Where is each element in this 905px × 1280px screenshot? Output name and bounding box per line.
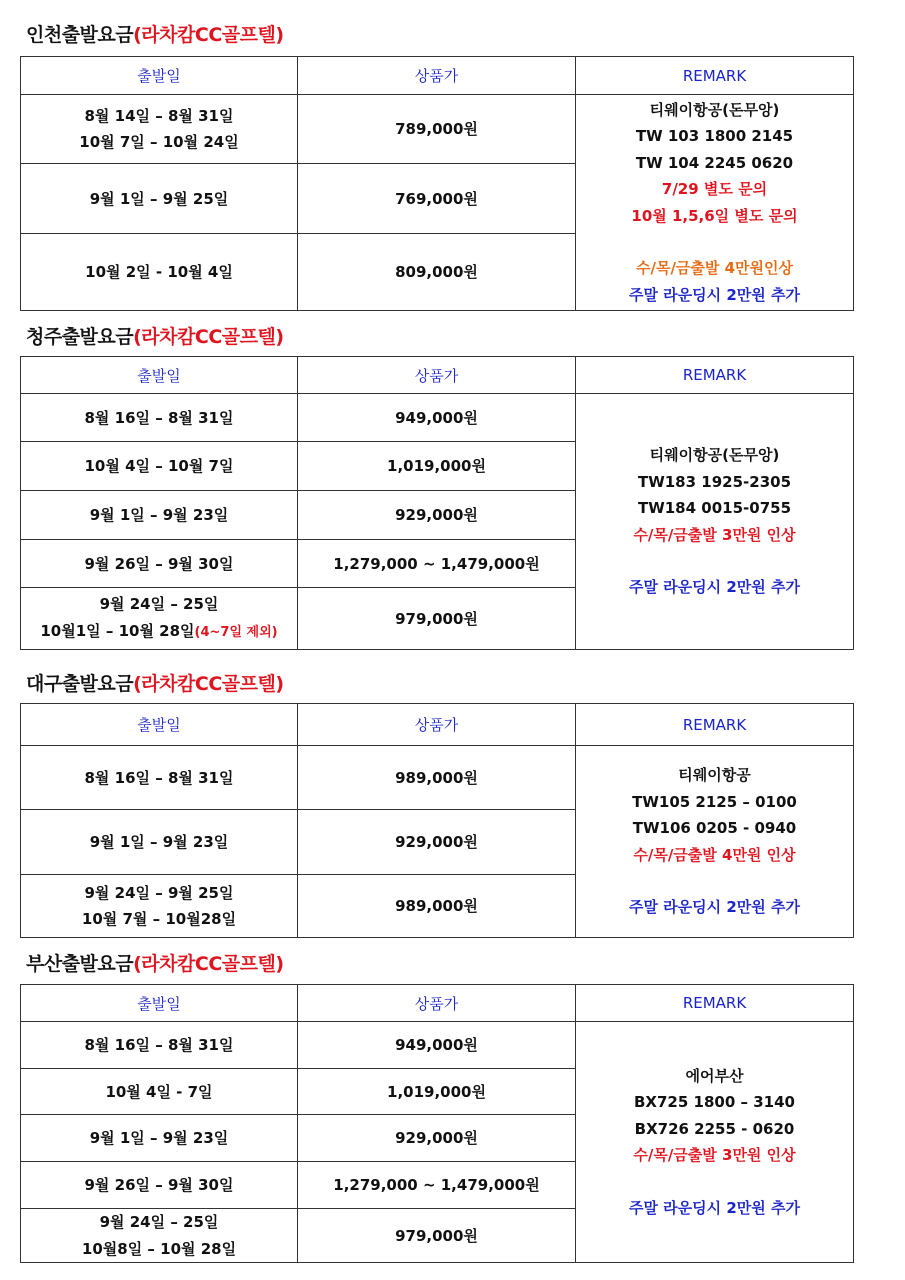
remark-spacer — [576, 1169, 853, 1195]
remark-surcharge: 수/목/금출발 4만원 인상 — [633, 845, 796, 864]
remark-airline: 티웨이항공(돈무앙) — [649, 100, 780, 119]
fare-table-incheon — [20, 56, 854, 311]
date-cell: 9월 26일 – 9월 30일 — [21, 540, 298, 588]
date-text: 9월 24일 – 25일 — [99, 1213, 219, 1231]
section-title-highlight: (라차캄CC골프텔) — [133, 673, 284, 695]
date-cell: 8월 16일 – 8월 31일 — [21, 746, 298, 810]
price-cell: 979,000원 — [298, 588, 576, 650]
header-date: 출발일 — [21, 57, 298, 95]
header-remark: REMARK — [576, 57, 854, 95]
remark-note: 7/29 별도 문의 — [661, 180, 768, 199]
price-cell: 1,279,000 ~ 1,479,000원 — [298, 1162, 576, 1209]
remark-cell — [576, 394, 854, 650]
section-title-daegu — [26, 669, 284, 696]
table-row — [21, 746, 854, 810]
remark-cell — [576, 1022, 854, 1263]
remark-flight: BX726 2255 - 0620 — [634, 1119, 795, 1138]
section-title-text: 부산출발요금 — [26, 953, 134, 975]
date-cell: 10월 4일 – 10월 7일 — [21, 442, 298, 491]
price-cell: 979,000원 — [298, 1209, 576, 1263]
remark-surcharge: 수/목/금출발 4만원인상 — [635, 259, 794, 278]
remark-flight: TW 103 1800 2145 — [635, 127, 794, 146]
date-text: 10월1일 – 10월 28일 — [40, 621, 195, 640]
section-title-text: 대구출발요금 — [26, 673, 134, 695]
header-price: 상품가 — [298, 357, 576, 394]
header-remark: REMARK — [576, 357, 854, 394]
date-cell: 9월 1일 – 9월 23일 — [21, 810, 298, 875]
table-row — [21, 95, 854, 164]
date-text: 9월 24일 – 9월 25일 — [84, 883, 234, 902]
remark-flight: TW 104 2245 0620 — [635, 153, 794, 172]
price-cell: 989,000원 — [298, 746, 576, 810]
price-cell: 1,279,000 ~ 1,479,000원 — [298, 540, 576, 588]
header-remark: REMARK — [576, 704, 854, 746]
remark-spacer — [576, 229, 853, 255]
table-row — [21, 394, 854, 442]
remark-airline: 티웨이항공 — [678, 766, 751, 785]
date-cell — [21, 588, 298, 650]
fare-table-cheongju — [20, 356, 854, 650]
fare-table-daegu — [20, 703, 854, 938]
header-price: 상품가 — [298, 985, 576, 1022]
price-cell: 929,000원 — [298, 1115, 576, 1162]
remark-flight: TW105 2125 – 0100 — [632, 792, 797, 811]
price-cell: 769,000원 — [298, 164, 576, 234]
section-title-text: 청주출발요금 — [26, 326, 134, 348]
section-title-highlight: (라차캄CC골프텔) — [133, 326, 284, 348]
remark-flight: TW183 1925-2305 — [637, 472, 792, 491]
remark-weekend: 주말 라운딩시 2만원 추가 — [628, 578, 800, 597]
date-cell: 10월 4일 - 7일 — [21, 1069, 298, 1115]
section-title-busan — [26, 949, 284, 976]
remark-surcharge: 수/목/금출발 3만원 인상 — [633, 525, 796, 544]
date-text: 10월 7월 – 10월28일 — [81, 910, 237, 928]
remark-airline: 에어부산 — [685, 1066, 744, 1085]
remark-surcharge: 수/목/금출발 3만원 인상 — [633, 1146, 796, 1165]
section-title-highlight: (라차캄CC골프텔) — [133, 24, 284, 46]
date-cell — [21, 875, 298, 938]
date-cell: 10월 2일 - 10월 4일 — [21, 234, 298, 311]
date-cell: 9월 1일 – 9월 23일 — [21, 1115, 298, 1162]
remark-cell — [576, 95, 854, 311]
remark-flight: TW106 0205 - 0940 — [632, 819, 797, 838]
price-cell: 949,000원 — [298, 394, 576, 442]
remark-flight: TW184 0015-0755 — [637, 499, 792, 518]
date-cell: 8월 16일 – 8월 31일 — [21, 394, 298, 442]
remark-weekend: 주말 라운딩시 2만원 추가 — [628, 1198, 800, 1217]
date-text: 9월 24일 – 25일 — [99, 595, 219, 613]
date-cell: 8월 16일 – 8월 31일 — [21, 1022, 298, 1069]
header-date: 출발일 — [21, 985, 298, 1022]
header-price: 상품가 — [298, 57, 576, 95]
price-cell: 949,000원 — [298, 1022, 576, 1069]
date-text: 10월 7일 – 10월 24일 — [79, 133, 239, 151]
date-text: 10월8일 – 10월 28일 — [81, 1239, 237, 1258]
remark-cell — [576, 746, 854, 938]
remark-note: 10월 1,5,6일 별도 문의 — [631, 206, 798, 225]
price-cell: 929,000원 — [298, 810, 576, 875]
remark-flight: BX725 1800 – 3140 — [634, 1093, 795, 1112]
date-text: 8월 14일 – 8월 31일 — [84, 106, 234, 125]
date-cell: 9월 1일 – 9월 25일 — [21, 164, 298, 234]
header-date: 출발일 — [21, 357, 298, 394]
price-cell: 929,000원 — [298, 491, 576, 540]
price-cell: 1,019,000원 — [298, 442, 576, 491]
fare-table-busan — [20, 984, 854, 1263]
remark-weekend: 주말 라운딩시 2만원 추가 — [628, 898, 800, 917]
section-title-incheon — [26, 20, 284, 47]
date-cell — [21, 95, 298, 164]
section-title-cheongju — [26, 322, 284, 349]
date-cell: 9월 1일 – 9월 23일 — [21, 491, 298, 540]
date-cell — [21, 1209, 298, 1263]
remark-spacer — [576, 548, 853, 574]
table-row — [21, 1022, 854, 1069]
header-price: 상품가 — [298, 704, 576, 746]
section-title-text: 인천출발요금 — [26, 24, 134, 46]
price-cell: 989,000원 — [298, 875, 576, 938]
price-cell: 1,019,000원 — [298, 1069, 576, 1115]
date-exclusion-note: (4~7일 제외) — [194, 624, 278, 640]
remark-airline: 티웨이항공(돈무앙) — [649, 446, 780, 465]
header-date: 출발일 — [21, 704, 298, 746]
header-remark: REMARK — [576, 985, 854, 1022]
price-cell: 789,000원 — [298, 95, 576, 164]
remark-spacer — [576, 868, 853, 894]
section-title-highlight: (라차캄CC골프텔) — [133, 953, 284, 975]
date-cell: 9월 26일 – 9월 30일 — [21, 1162, 298, 1209]
price-cell: 809,000원 — [298, 234, 576, 311]
remark-weekend: 주말 라운딩시 2만원 추가 — [628, 285, 800, 304]
